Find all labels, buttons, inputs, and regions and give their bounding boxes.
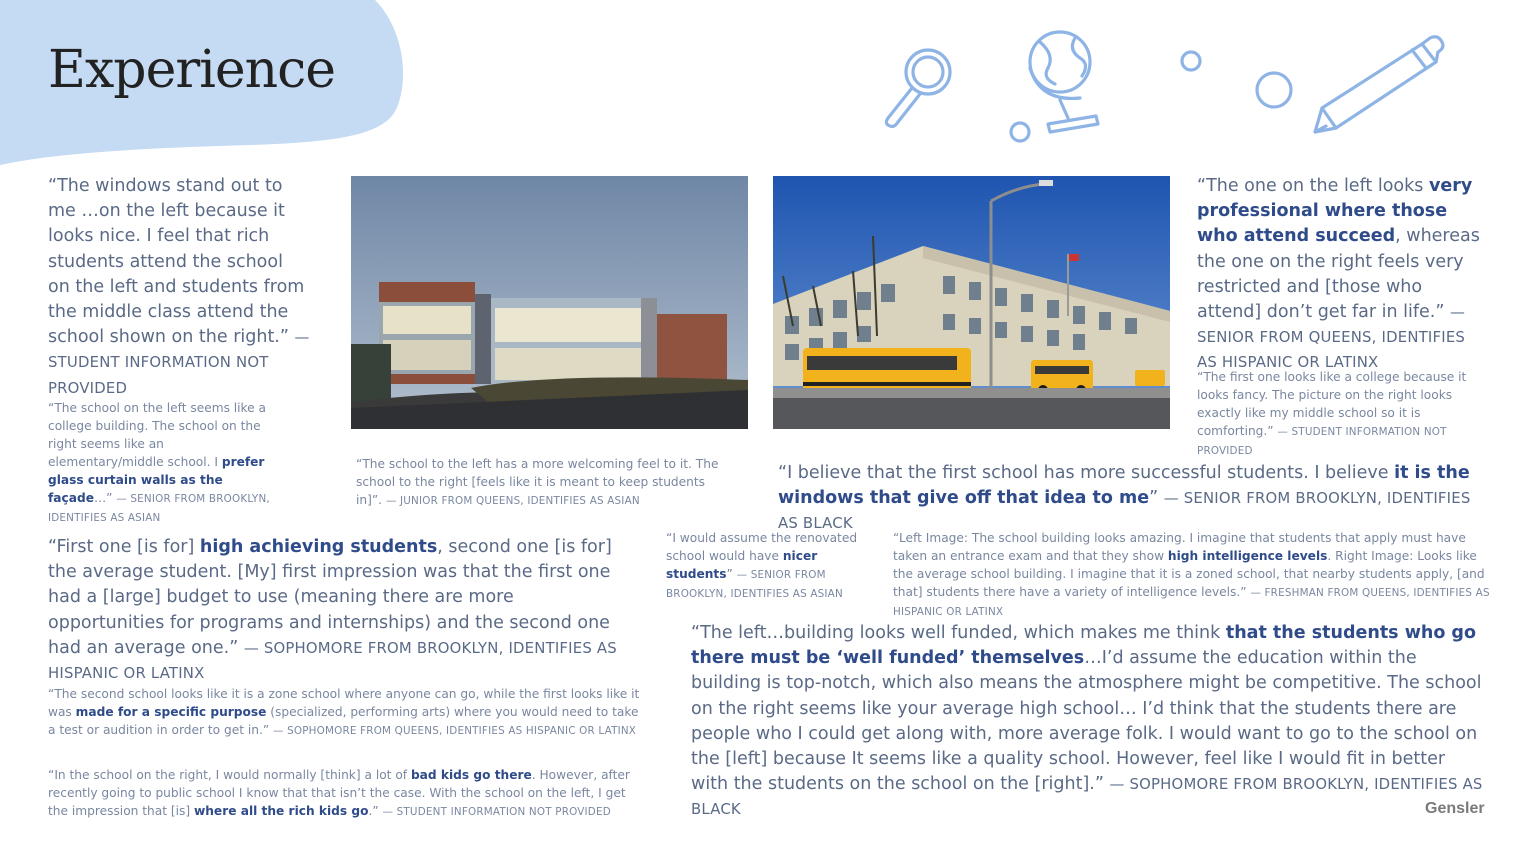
quote-bad-kids: “In the school on the right, I would normally [think] a lot of bad kids go there. However, after recently going to public school I know that that isn’t the case. With the school on the left, I get the impression that [is] where all the rich kids go.” — STUDENT INFORMATION NOT PROVIDED [48,768,630,818]
pencil-icon [1315,37,1443,132]
quote-attribution: — SENIOR FROM BROOKLYN, IDENTIFIES AS ASIAN [666,569,843,600]
quote-well-funded: “The left…building looks well funded, which makes me think that the students who go there must be ‘well funded’ themselves…I’d assume the education within the building is top-notch, which also means the atmosphere might be competitive. The school on the right seems like your average high school… I’d think that the students there are people who I could get along with, more average folk. I would want to go to the school on the [left] because It seems like a quality school. However, feel like I would fit in better with the students on the school on the [right].” — SOPHOMORE FROM BROOKLYN, IDENTIFIES AS BLACK [691,623,1483,819]
quote-welcoming: “The school to the left has a more welcoming feel to it. The school to the right [feels like it is meant to keep students in]”. — JUNIOR FROM QUEENS, IDENTIFIES AS ASIAN [356,457,719,507]
quote-attribution: — SOPHOMORE FROM BROOKLYN, IDENTIFIES AS HISPANIC OR LATINX [48,638,617,683]
quote-attribution: — JUNIOR FROM QUEENS, IDENTIFIES AS ASIAN [385,495,640,507]
quote-successful: “I believe that the first school has more successful students. I believe it is the windows that give off that idea to me” — SENIOR FROM BROOKLYN, IDENTIFIES AS BLACK [778,463,1471,533]
quote-attribution: — STUDENT INFORMATION NOT PROVIDED [382,806,611,818]
quote-attribution: — FRESHMAN FROM QUEENS, IDENTIFIES AS HISPANIC OR LATINX [893,587,1490,618]
quote-professional: “The one on the left looks very professional where those who attend succeed, whereas the one on the right feels very restricted and [those who attend] don’t get far in life.” — SENIOR FROM QUEENS, IDENTIFIES AS HISPANIC OR LATINX [1197,176,1480,372]
quote-left-image: “Left Image: The school building looks amazing. I imagine that students that apply must have taken an entrance exam and that they show high intelligence levels. Right Image: Looks like the average school building. I imagine that it is a zoned school, that nearby students apply, [and that] students there have a variety of intelligence levels.” — FRESHMAN FROM QUEENS, IDENTIFIES AS HISPANIC OR LATINX [893,531,1490,618]
globe-icon [1030,32,1098,132]
quote-attribution: — STUDENT INFORMATION NOT PROVIDED [1197,426,1447,457]
quote-attribution: — SOPHOMORE FROM QUEENS, IDENTIFIES AS HISPANIC OR LATINX [273,725,637,737]
quote-college-building: “The school on the left seems like a college building. The school on the right seems like an elementary/middle school. I prefer glass curtain walls as the façade…” — SENIOR FROM BROOKLYN, IDENTIFIES AS ASIAN [48,401,270,524]
decorative-icons [870,20,1470,150]
gensler-logo: Gensler [1425,800,1485,817]
quote-high-achieving: “First one [is for] high achieving students, second one [is for] the average student. [My] first impression was that the first one had a [large] budget to use (meaning there are more opportunities for programs and internships) and the second one had an average one.” — SOPHOMORE FROM BROOKLYN, IDENTIFIES AS HISPANIC OR LATINX [48,537,617,683]
quote-attribution: — SENIOR FROM BROOKLYN, IDENTIFIES AS BLACK [778,489,1471,533]
quote-renovated: “I would assume the renovated school would have nicer students” — SENIOR FROM BROOKLYN, IDENTIFIES AS ASIAN [666,531,858,600]
quote-college-fancy: “The first one looks like a college because it looks fancy. The picture on the right looks exactly like my middle school so it is comforting.” — STUDENT INFORMATION NOT PROVIDED [1197,370,1467,457]
magnifier-icon [886,50,950,127]
quote-windows: “The windows stand out to me …on the left because it looks nice. I feel that rich students attend the school on the left and students from the middle class attend the school shown on the right.” — STUDENT INFORMATION NOT PROVIDED [48,176,310,397]
page-title: Experience [48,40,335,100]
quote-attribution: — SENIOR FROM BROOKLYN, IDENTIFIES AS ASIAN [48,493,270,524]
quote-attribution: — STUDENT INFORMATION NOT PROVIDED [48,328,310,397]
modern-school-photo [351,176,748,429]
quote-attribution: — SOPHOMORE FROM BROOKLYN, IDENTIFIES AS BLACK [691,775,1483,819]
quote-attribution: — SENIOR FROM QUEENS, IDENTIFIES AS HISPANIC OR LATINX [1197,303,1466,372]
traditional-school-photo [773,176,1170,429]
quote-zone-school: “The second school looks like it is a zone school where anyone can go, while the first looks like it was made for a specific purpose (specialized, performing arts) where you would need to take a test or audition in order to get in.” — SOPHOMORE FROM QUEENS, IDENTIFIES AS HISPANIC OR LATINX [48,687,640,737]
